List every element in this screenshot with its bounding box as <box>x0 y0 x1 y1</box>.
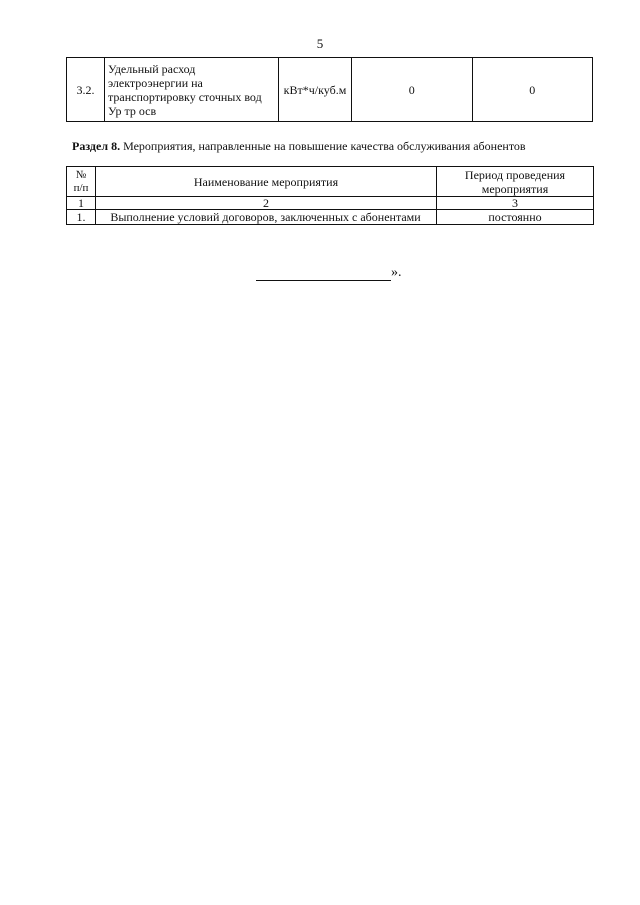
indicator-value-1: 0 <box>352 58 473 122</box>
header-period-line: Период проведения <box>464 167 566 182</box>
header-period <box>437 167 594 197</box>
indicator-name-line: Удельный расход <box>108 61 196 76</box>
indicator-name <box>105 58 279 122</box>
page-number: 5 <box>316 36 324 51</box>
indicator-unit: кВт*ч/куб.м <box>279 58 352 122</box>
closing-line <box>256 264 402 281</box>
row-number: 3.2. <box>67 58 105 122</box>
table-row <box>67 58 593 122</box>
table-header-row <box>67 167 594 197</box>
blank-underline <box>256 264 391 281</box>
header-name: Наименование мероприятия <box>96 167 437 197</box>
indicator-name-line: электроэнергии на <box>108 75 203 90</box>
section-heading <box>72 139 526 154</box>
column-number: 1 <box>67 197 96 210</box>
table-row <box>67 210 594 225</box>
section-label: Раздел 8. <box>72 139 121 153</box>
column-number: 3 <box>437 197 594 210</box>
indicators-table <box>66 57 593 122</box>
header-num <box>67 167 96 197</box>
header-num-line: № <box>75 168 87 181</box>
closing-quote: ». <box>391 265 402 280</box>
indicator-name-line: транспортировку сточных вод <box>108 89 262 104</box>
row-number: 1. <box>67 210 96 225</box>
column-numbers-row <box>67 197 594 210</box>
header-period-line: мероприятия <box>481 181 549 196</box>
indicator-name-line: Ур тр осв <box>108 103 157 118</box>
section-title: Мероприятия, направленные на повышение качества обслуживания абонентов <box>123 139 526 153</box>
event-name: Выполнение условий договоров, заключенных с абонентами <box>96 210 437 225</box>
header-num-line: п/п <box>73 181 89 194</box>
events-table <box>66 166 594 225</box>
indicator-value-2: 0 <box>472 58 593 122</box>
column-number: 2 <box>96 197 437 210</box>
event-period: постоянно <box>437 210 594 225</box>
